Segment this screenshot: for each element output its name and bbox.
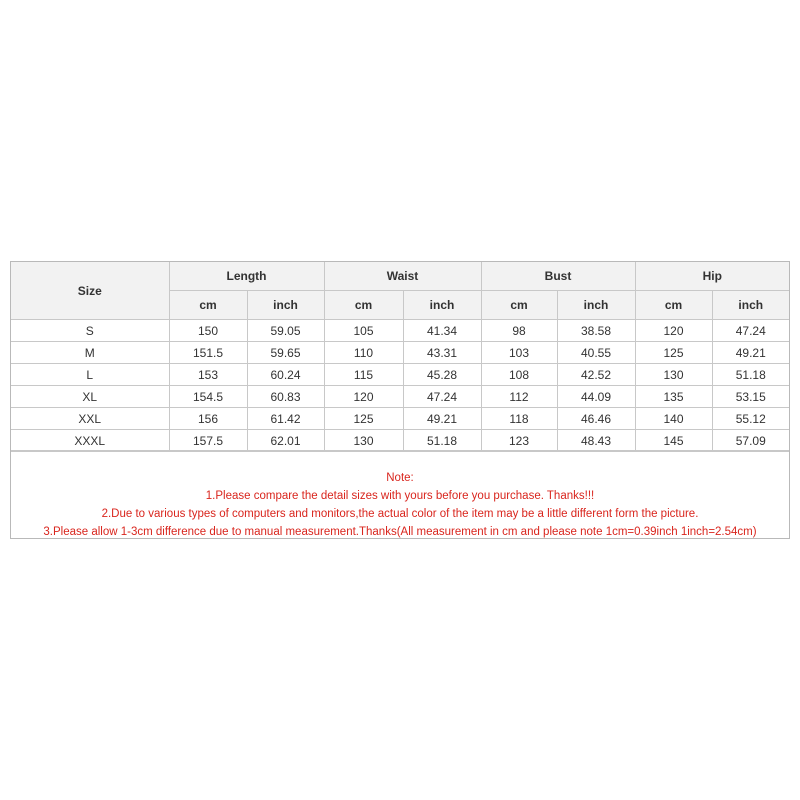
bust-inch-cell: 40.55	[557, 342, 635, 364]
length-inch-cell: 62.01	[247, 430, 324, 452]
hip-cm-cell: 125	[635, 342, 712, 364]
bust-cm-cell: 112	[481, 386, 557, 408]
hip-inch-cell: 57.09	[712, 430, 789, 452]
table-row	[11, 386, 789, 408]
size-column-header: Size	[11, 262, 169, 320]
waist-inch-cell: 41.34	[403, 320, 481, 342]
waist-cm-cell: 110	[324, 342, 403, 364]
waist-cm-cell: 130	[324, 430, 403, 452]
hip-cm-header: cm	[635, 291, 712, 320]
length-cm-header: cm	[169, 291, 247, 320]
waist-cm-cell: 120	[324, 386, 403, 408]
waist-inch-cell: 51.18	[403, 430, 481, 452]
length-inch-header: inch	[247, 291, 324, 320]
waist-cm-cell: 125	[324, 408, 403, 430]
table-row	[11, 364, 789, 386]
hip-inch-cell: 53.15	[712, 386, 789, 408]
size-cell: S	[11, 320, 169, 342]
size-cell: XXXL	[11, 430, 169, 452]
table-row	[11, 408, 789, 430]
size-cell: L	[11, 364, 169, 386]
size-chart	[10, 261, 790, 539]
size-cell: XL	[11, 386, 169, 408]
waist-group-header: Waist	[324, 262, 481, 291]
hip-cm-cell: 120	[635, 320, 712, 342]
note-line-1: 1.Please compare the detail sizes with yours before you purchase. Thanks!!!	[205, 490, 595, 502]
length-cm-cell: 153	[169, 364, 247, 386]
hip-inch-cell: 49.21	[712, 342, 789, 364]
hip-inch-cell: 55.12	[712, 408, 789, 430]
size-cell: XXL	[11, 408, 169, 430]
length-cm-cell: 150	[169, 320, 247, 342]
waist-inch-cell: 47.24	[403, 386, 481, 408]
hip-cm-cell: 130	[635, 364, 712, 386]
bust-cm-cell: 103	[481, 342, 557, 364]
table-body	[11, 320, 789, 452]
waist-inch-cell: 49.21	[403, 408, 481, 430]
bust-cm-cell: 118	[481, 408, 557, 430]
length-cm-cell: 154.5	[169, 386, 247, 408]
waist-cm-cell: 105	[324, 320, 403, 342]
waist-inch-cell: 45.28	[403, 364, 481, 386]
bust-inch-header: inch	[557, 291, 635, 320]
hip-inch-header: inch	[712, 291, 789, 320]
waist-inch-cell: 43.31	[403, 342, 481, 364]
bust-cm-cell: 98	[481, 320, 557, 342]
hip-cm-cell: 135	[635, 386, 712, 408]
note-title: Note:	[386, 472, 414, 484]
hip-inch-cell: 51.18	[712, 364, 789, 386]
bust-group-header: Bust	[481, 262, 635, 291]
length-inch-cell: 59.05	[247, 320, 324, 342]
waist-inch-header: inch	[403, 291, 481, 320]
hip-cm-cell: 140	[635, 408, 712, 430]
bust-inch-cell: 38.58	[557, 320, 635, 342]
bust-inch-cell: 42.52	[557, 364, 635, 386]
length-cm-cell: 151.5	[169, 342, 247, 364]
notes-section	[11, 450, 789, 539]
bust-cm-header: cm	[481, 291, 557, 320]
waist-cm-header: cm	[324, 291, 403, 320]
table-row	[11, 342, 789, 364]
length-cm-cell: 157.5	[169, 430, 247, 452]
length-cm-cell: 156	[169, 408, 247, 430]
length-inch-cell: 60.24	[247, 364, 324, 386]
bust-inch-cell: 48.43	[557, 430, 635, 452]
hip-inch-cell: 47.24	[712, 320, 789, 342]
length-inch-cell: 59.65	[247, 342, 324, 364]
note-line-2: 2.Due to various types of computers and monitors,the actual color of the item may be a little different form the picture.	[101, 508, 699, 520]
hip-cm-cell: 145	[635, 430, 712, 452]
bust-cm-cell: 123	[481, 430, 557, 452]
hip-group-header: Hip	[635, 262, 789, 291]
bust-inch-cell: 46.46	[557, 408, 635, 430]
note-line-3: 3.Please allow 1-3cm difference due to manual measurement.Thanks(All measurement in cm and please note 1cm=0.39inch 1inch=2.54cm)	[43, 526, 757, 538]
table-row	[11, 320, 789, 342]
length-inch-cell: 60.83	[247, 386, 324, 408]
table-row	[11, 430, 789, 452]
length-inch-cell: 61.42	[247, 408, 324, 430]
size-cell: M	[11, 342, 169, 364]
bust-inch-cell: 44.09	[557, 386, 635, 408]
waist-cm-cell: 115	[324, 364, 403, 386]
bust-cm-cell: 108	[481, 364, 557, 386]
size-table	[11, 262, 789, 452]
group-header-row	[11, 262, 789, 291]
length-group-header: Length	[169, 262, 324, 291]
